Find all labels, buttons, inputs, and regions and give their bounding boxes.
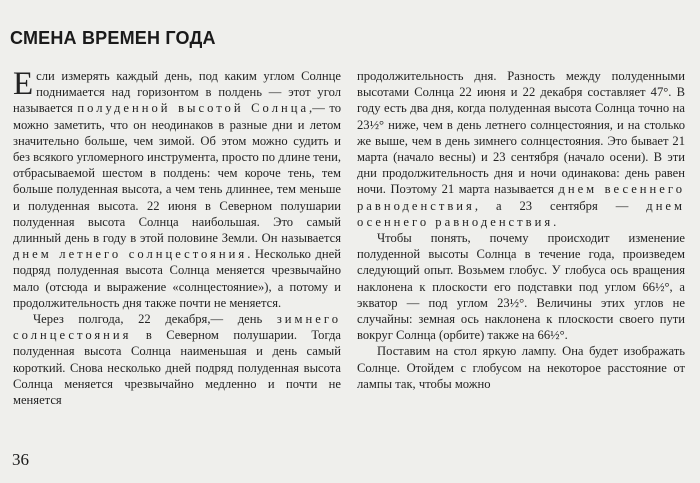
right-column — [357, 68, 685, 392]
paragraph: Если измерять каждый день, под каким углом Солнце поднимается над горизонтом в полдень — этот угол называется полуденной высотой Солнца,— то можно заметить, что он неодинаков в разные дни и летом значительно больше, чем зимой. Об этом можно судить и без всякого угломерного инструмента, просто по длине тени, отбрасываемой шестом в полдень: чем короче тень, тем больше полуденная высота, а чем тень длиннее, тем меньше и полуденная высота. 22 июня в Северном полушарии полуденная высота Солнца наибольшая. Это самый длинный день в году в этой половине Земли. Он называется днем летнего солнцестояния. Несколько дней подряд полуденная высота Солнца меняется чрезвычайно мало (отсюда и выражение «солнцестояние»), а потому и продолжительность дня также почти не меняется. — [13, 66, 341, 310]
paragraph: Чтобы понять, почему происходит изменение полуденной высоты Солнца в течение года, произведем следующий опыт. Возьмем глобус. У глобуса ось вращения наклонена к плоскости его подставки под углом 66½°, а экватор — под углом 23½°. Величины этих углов не случайны: земная ось наклонена к плоскости своего пути вокруг Солнца (орбите) также на 66½°. — [357, 231, 685, 343]
drop-cap: Е — [13, 66, 34, 102]
spaced-term: зимнего солнцестояния — [13, 312, 341, 343]
spaced-term: полуденной высотой Солнца — [77, 101, 310, 116]
spaced-term: днем летнего солнцестояния — [13, 247, 248, 262]
paragraph: Поставим на стол яркую лампу. Она будет изображать Солнце. Отойдем с глобусом на некоторое расстояние от лампы так, чтобы можно — [357, 344, 685, 391]
paragraph: продолжительность дня. Разность между полуденными высотами Солнца 22 июня и 22 декабря составляет 47°. В году есть два дня, когда полуденная высота Солнца точно на 23½° ниже, чем в день летнего солнцестояния, и на столько же выше, чем в день зимнего солнцестояния. Это бывает 21 марта (начало весны) и 23 сентября (начало осени). В эти дни продолжительность дня и ночи одинакова: день равен ночи. Поэтому 21 марта называется днем весеннего равноденствия, а 23 сентября — днем осеннего равноденствия. — [357, 69, 686, 229]
page-title: СМЕНА ВРЕМЕН ГОДА — [10, 28, 216, 48]
spaced-term: днем осеннего равноденствия — [357, 198, 685, 229]
spaced-term: днем весеннего равноденствия — [357, 182, 686, 213]
left-column — [13, 68, 341, 408]
page-number: 36 — [12, 450, 29, 469]
paragraph: Через полгода, 22 декабря,— день зимнего солнцестояния в Северном полушарии. Тогда полуденная высота Солнца наименьшая и день самый короткий. Снова несколько дней подряд полуденная высота Солнца меняется чрезвычайно медленно и почти не меняется — [13, 312, 341, 408]
